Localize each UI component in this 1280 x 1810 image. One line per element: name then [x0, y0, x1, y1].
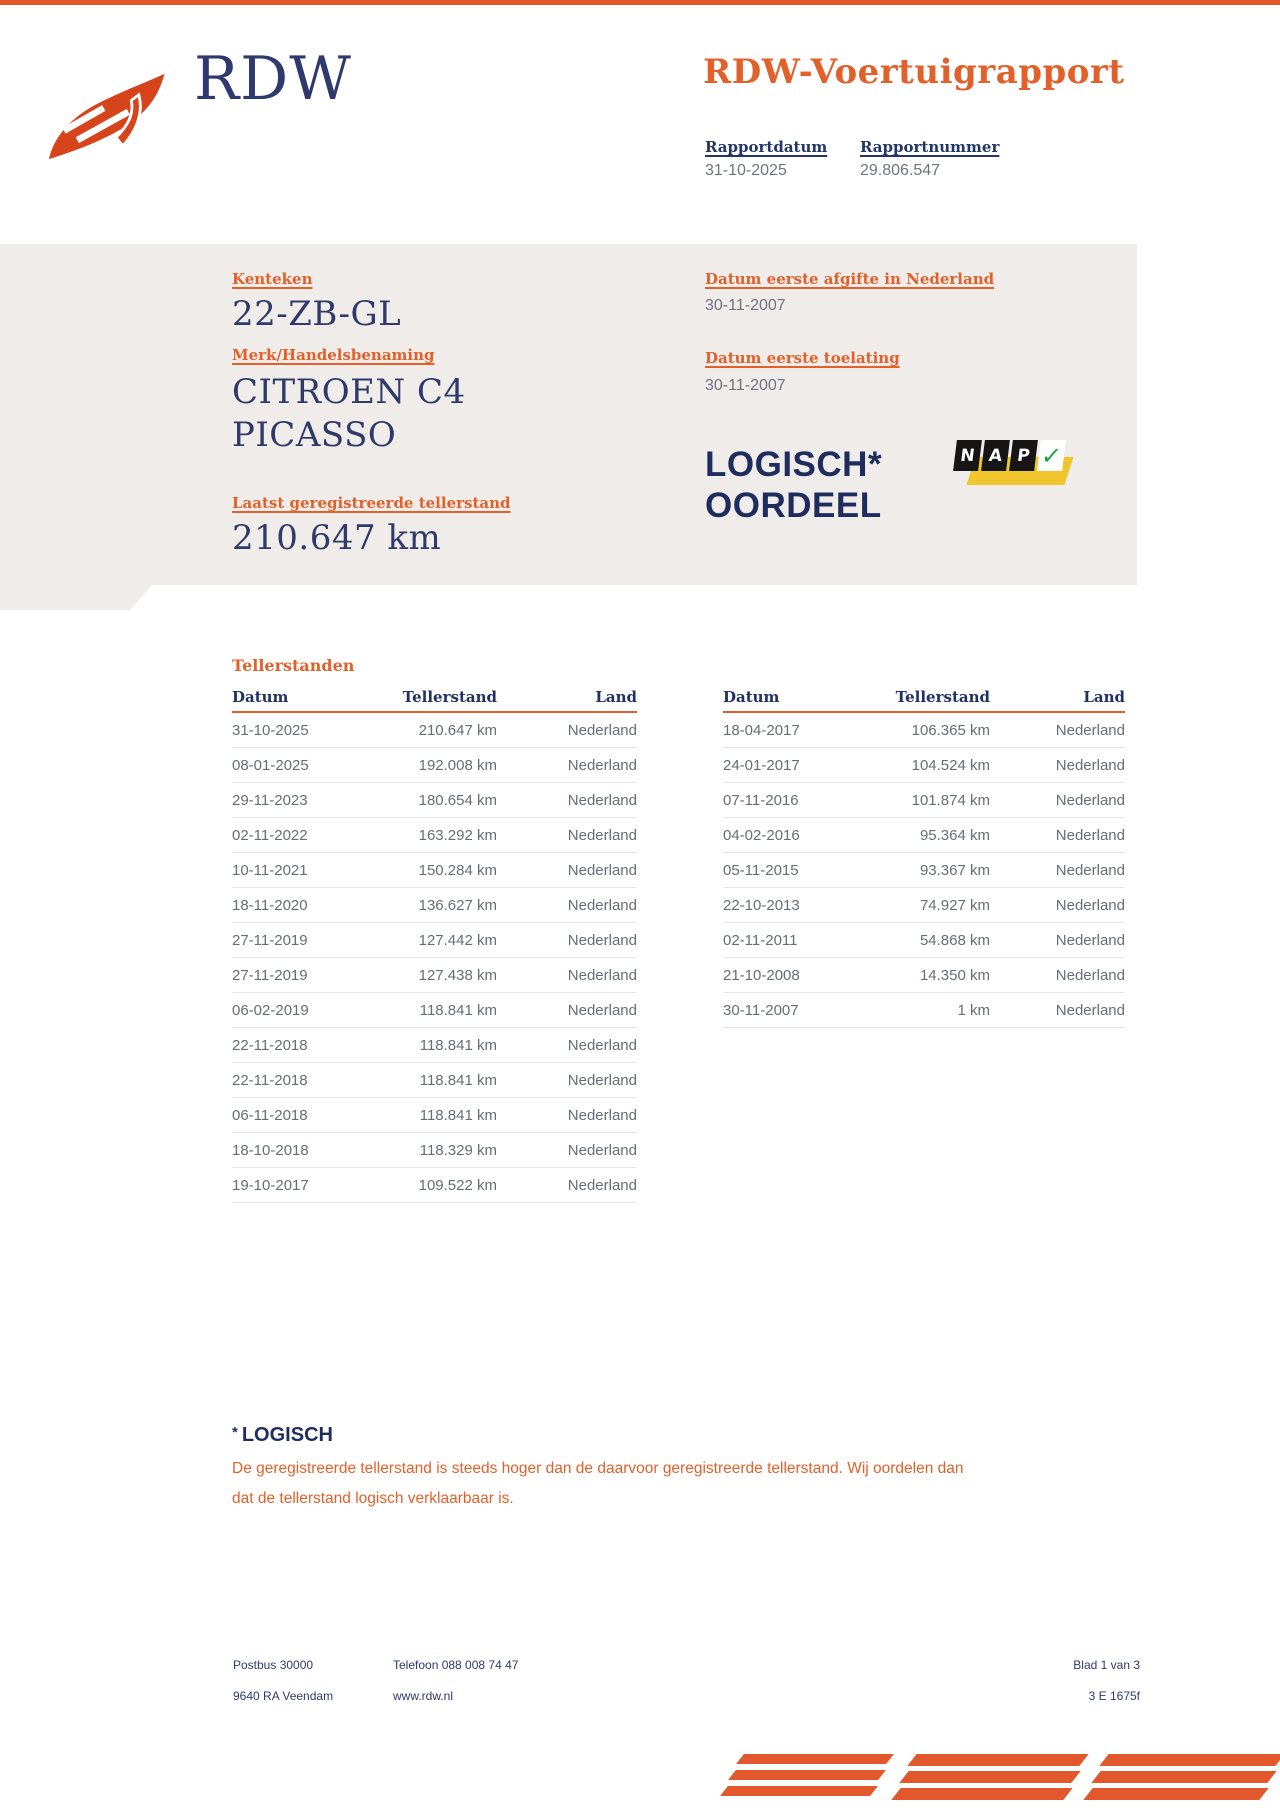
row-land: Nederland	[567, 1036, 637, 1054]
row-datum: 06-02-2019	[232, 1001, 309, 1019]
stripes-group	[740, 1754, 890, 1808]
row-datum: 22-11-2018	[232, 1071, 308, 1089]
footer-stripes-graphic	[740, 1752, 1280, 1810]
row-datum: 02-11-2022	[232, 826, 308, 844]
eerste-afgifte-label: Datum eerste afgifte in Nederland	[705, 270, 995, 288]
footer-doc-code: 3 E 1675f	[1088, 1689, 1140, 1703]
footer-website: www.rdw.nl	[393, 1689, 454, 1703]
nap-check-icon: ✓	[1037, 440, 1066, 471]
row-datum: 21-10-2008	[723, 966, 800, 984]
column-header-datum: Datum	[232, 688, 289, 706]
page-title: RDW-Voertuigrapport	[703, 52, 1125, 92]
footer-address-line2: 9640 RA Veendam	[233, 1689, 334, 1703]
row-land: Nederland	[1055, 931, 1125, 949]
kenteken-value: 22-ZB-GL	[232, 294, 402, 334]
table-row	[232, 888, 637, 923]
row-land: Nederland	[1055, 896, 1125, 914]
row-land: Nederland	[567, 1071, 637, 1089]
row-land: Nederland	[1055, 966, 1125, 984]
stripes-group	[912, 1754, 1084, 1808]
merk-value-line2: PICASSO	[232, 415, 397, 455]
row-datum: 24-01-2017	[723, 756, 800, 774]
merk-label: Merk/Handelsbenaming	[232, 346, 435, 364]
row-tellerstand: 192.008 km	[418, 756, 497, 774]
table-row	[232, 923, 637, 958]
conclusion-text-line1: De geregistreerde tellerstand is steeds hoger dan de daarvoor geregistreerde tellerstand. Wij oordelen dan	[232, 1460, 964, 1477]
eerste-afgifte-value: 30-11-2007	[705, 297, 786, 314]
row-land: Nederland	[567, 931, 637, 949]
conclusion-text-line2: dat de tellerstand logisch verklaarbaar is.	[232, 1490, 514, 1507]
row-tellerstand: 54.868 km	[919, 931, 990, 949]
footer-page-number: Blad 1 van 3	[1073, 1658, 1140, 1672]
row-tellerstand: 14.350 km	[919, 966, 990, 984]
table-row	[232, 748, 637, 783]
footer-address-line1: Postbus 30000	[233, 1658, 314, 1672]
row-datum: 04-02-2016	[723, 826, 800, 844]
kenteken-label: Kenteken	[232, 270, 313, 288]
row-datum: 06-11-2018	[232, 1106, 308, 1124]
table-row	[723, 783, 1125, 818]
table-row	[723, 923, 1125, 958]
report-date-value: 31-10-2025	[705, 162, 787, 179]
row-land: Nederland	[1055, 721, 1125, 739]
row-datum: 22-11-2018	[232, 1036, 308, 1054]
table-row	[723, 888, 1125, 923]
table-row	[723, 818, 1125, 853]
row-land: Nederland	[567, 1176, 637, 1194]
table-body	[232, 713, 637, 1203]
column-header-tellerstand: Tellerstand	[402, 688, 497, 706]
row-tellerstand: 109.522 km	[418, 1176, 497, 1194]
row-land: Nederland	[567, 861, 637, 879]
row-land: Nederland	[567, 966, 637, 984]
table-header	[723, 688, 1125, 713]
row-tellerstand: 93.367 km	[919, 861, 990, 879]
table-row	[232, 1098, 637, 1133]
row-datum: 07-11-2016	[723, 791, 799, 809]
row-tellerstand: 118.329 km	[419, 1141, 497, 1159]
nap-letter-a: A	[981, 440, 1010, 471]
row-datum: 30-11-2007	[723, 1001, 799, 1019]
row-datum: 05-11-2015	[723, 861, 799, 879]
table-header	[232, 688, 637, 713]
row-tellerstand: 74.927 km	[919, 896, 990, 914]
oordeel-line1: LOGISCH*	[705, 445, 883, 484]
row-datum: 02-11-2011	[723, 931, 798, 949]
rdw-logo-text: RDW	[194, 44, 352, 114]
table-row	[232, 783, 637, 818]
row-tellerstand: 118.841 km	[419, 1036, 497, 1054]
table-row	[723, 958, 1125, 993]
table-row	[232, 1168, 637, 1203]
table-row	[232, 1063, 637, 1098]
table-row	[232, 713, 637, 748]
row-datum: 31-10-2025	[232, 721, 309, 739]
row-land: Nederland	[567, 756, 637, 774]
footer-phone: Telefoon 088 008 74 47	[393, 1658, 519, 1672]
table-row	[232, 818, 637, 853]
row-tellerstand: 95.364 km	[919, 826, 990, 844]
conclusion-heading	[232, 1424, 333, 1447]
top-accent-bar	[0, 0, 1280, 5]
row-land: Nederland	[1055, 791, 1125, 809]
row-tellerstand: 118.841 km	[419, 1001, 497, 1019]
conclusion-heading-text: LOGISCH	[241, 1424, 333, 1446]
table-row	[232, 1133, 637, 1168]
report-number-value: 29.806.547	[860, 162, 941, 179]
row-land: Nederland	[567, 721, 637, 739]
table-row	[723, 748, 1125, 783]
eerste-toelating-label: Datum eerste toelating	[705, 349, 900, 367]
row-tellerstand: 180.654 km	[418, 791, 497, 809]
column-header-tellerstand: Tellerstand	[895, 688, 990, 706]
row-datum: 22-10-2013	[723, 896, 800, 914]
row-land: Nederland	[567, 1106, 637, 1124]
row-land: Nederland	[1055, 756, 1125, 774]
report-number-label: Rapportnummer	[860, 138, 1000, 156]
table-row	[232, 1028, 637, 1063]
laatste-tellerstand-label: Laatst geregistreerde tellerstand	[232, 494, 511, 512]
rdw-feather-logo-icon	[45, 72, 173, 162]
row-land: Nederland	[567, 791, 637, 809]
row-tellerstand: 104.524 km	[911, 756, 990, 774]
nap-letter-tiles	[955, 440, 1064, 471]
stripes-group	[1104, 1754, 1280, 1808]
row-datum: 18-10-2018	[232, 1141, 309, 1159]
table-body	[723, 713, 1125, 1028]
table-row	[723, 713, 1125, 748]
row-datum: 19-10-2017	[232, 1176, 309, 1194]
row-datum: 27-11-2019	[232, 931, 308, 949]
row-land: Nederland	[567, 826, 637, 844]
row-tellerstand: 163.292 km	[418, 826, 497, 844]
row-tellerstand: 106.365 km	[911, 721, 990, 739]
laatste-tellerstand-value: 210.647 km	[232, 518, 442, 558]
row-datum: 29-11-2023	[232, 791, 308, 809]
row-land: Nederland	[567, 1001, 637, 1019]
table-row	[723, 853, 1125, 888]
table-row	[232, 853, 637, 888]
nap-letter-n: N	[953, 440, 982, 471]
nap-logo	[955, 437, 1080, 495]
table-row	[723, 993, 1125, 1028]
row-datum: 08-01-2025	[232, 756, 309, 774]
column-header-datum: Datum	[723, 688, 780, 706]
conclusion-text	[232, 1454, 1092, 1514]
row-tellerstand: 118.841 km	[419, 1106, 497, 1124]
row-land: Nederland	[567, 1141, 637, 1159]
table-row	[232, 993, 637, 1028]
row-tellerstand: 1 km	[957, 1001, 990, 1019]
row-datum: 27-11-2019	[232, 966, 308, 984]
oordeel-line2: OORDEEL	[705, 486, 882, 525]
nap-letter-p: P	[1009, 440, 1038, 471]
row-datum: 18-04-2017	[723, 721, 800, 739]
tellerstanden-table-right	[723, 688, 1125, 1028]
table-row	[232, 958, 637, 993]
vehicle-summary-panel	[0, 244, 1137, 610]
row-tellerstand: 127.442 km	[418, 931, 497, 949]
report-date-label: Rapportdatum	[705, 138, 828, 156]
tellerstanden-table-left	[232, 688, 637, 1203]
conclusion-asterisk: *	[232, 1424, 238, 1441]
row-land: Nederland	[1055, 861, 1125, 879]
eerste-toelating-value: 30-11-2007	[705, 377, 786, 394]
row-land: Nederland	[1055, 1001, 1125, 1019]
tellerstanden-title: Tellerstanden	[232, 656, 355, 675]
row-datum: 10-11-2021	[232, 861, 308, 879]
column-header-land: Land	[595, 688, 637, 706]
column-header-land: Land	[1083, 688, 1125, 706]
row-tellerstand: 210.647 km	[418, 721, 497, 739]
row-land: Nederland	[1055, 826, 1125, 844]
row-tellerstand: 136.627 km	[418, 896, 497, 914]
row-land: Nederland	[567, 896, 637, 914]
merk-value-line1: CITROEN C4	[232, 372, 466, 412]
row-tellerstand: 101.874 km	[911, 791, 990, 809]
row-tellerstand: 127.438 km	[418, 966, 497, 984]
row-datum: 18-11-2020	[232, 896, 308, 914]
oordeel-text	[705, 444, 882, 526]
row-tellerstand: 150.284 km	[418, 861, 497, 879]
row-tellerstand: 118.841 km	[419, 1071, 497, 1089]
